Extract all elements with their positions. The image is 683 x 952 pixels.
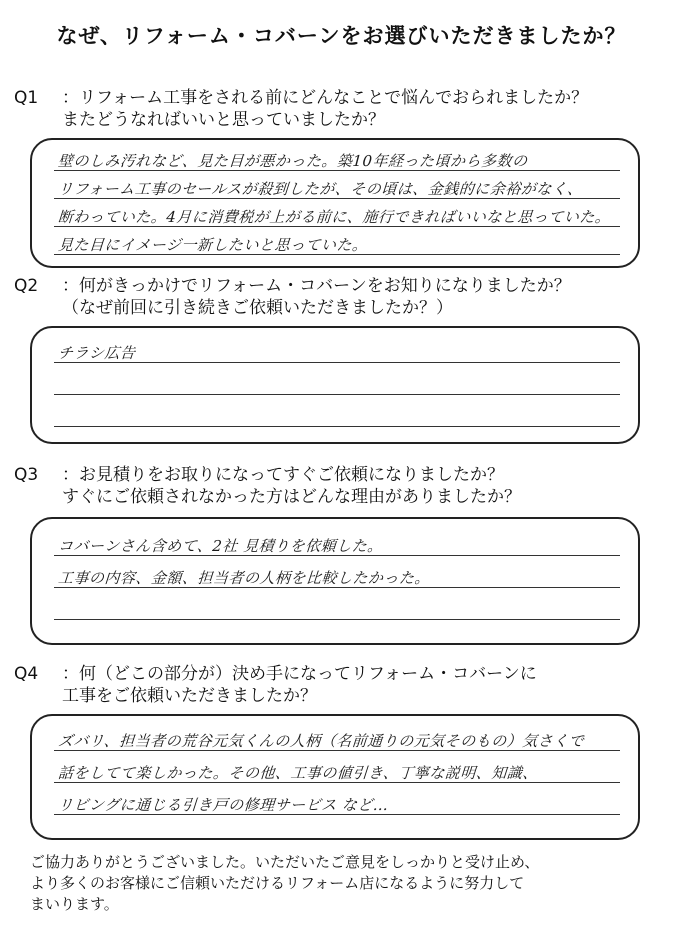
question-text: （なぜ前回に引き続きご依頼いただきましたか？）	[62, 298, 453, 318]
answer-text: 見た目にイメージ一新したいと思っていた。	[57, 236, 369, 254]
question-text: ：何がきっかけでリフォーム・コバーンをお知りになりましたか？	[62, 276, 571, 296]
answer-text: 壁のしみ汚れなど、見た目が悪かった。築10年経った頃から多数の	[57, 152, 529, 170]
question-text: ：お見積りをお取りになってすぐご依頼になりましたか？	[62, 465, 504, 485]
answer-text: チラシ広告	[57, 344, 137, 362]
closing-line: まいります。	[30, 895, 119, 913]
question-4	[14, 663, 537, 707]
question-number: Q1	[14, 88, 39, 108]
answer-box-3[interactable]	[30, 517, 640, 645]
answer-text: コバーンさん含めて、2社 見積りを依頼した。	[57, 537, 384, 555]
answer-text: リフォーム工事のセールスが殺到したが、その頃は、金銭的に余裕がなく、	[57, 180, 584, 198]
answer-box-4[interactable]	[30, 714, 640, 840]
answer-box-1[interactable]	[30, 138, 640, 268]
answer-text: 話をしてて楽しかった。その他、工事の値引き、丁寧な説明、知識、	[57, 764, 539, 782]
question-number: Q4	[14, 664, 39, 684]
question-3	[14, 464, 521, 508]
closing-line: より多くのお客様にご信頼いただけるリフォーム店になるように努力して	[30, 874, 525, 892]
question-text: ：リフォーム工事をされる前にどんなことで悩んでおられましたか？	[62, 88, 589, 108]
question-text: またどうなればいいと思っていましたか？	[62, 110, 385, 130]
question-2	[14, 275, 571, 319]
answer-text: リビングに通じる引き戸の修理サービス など…	[57, 796, 390, 814]
answer-text: ズバリ、担当者の荒谷元気くんの人柄（名前通りの元気そのもの）気さくで	[57, 732, 585, 750]
closing-message	[30, 852, 539, 915]
question-text: すぐにご依頼されなかった方はどんな理由がありましたか？	[62, 487, 521, 507]
ruled-line	[54, 619, 620, 620]
ruled-line	[54, 394, 620, 395]
question-number: Q2	[14, 276, 39, 296]
closing-line: ご協力ありがとうございました。いただいたご意見をしっかりと受け止め、	[30, 853, 540, 871]
question-text: ：何（どこの部分が）決め手になってリフォーム・コバーンに	[62, 664, 537, 684]
answer-text: 工事の内容、金額、担当者の人柄を比較したかった。	[57, 569, 431, 587]
answer-text: 断わっていた。4月に消費税が上がる前に、施行できればいいなと思っていた。	[57, 208, 612, 226]
answer-box-2[interactable]	[30, 326, 640, 444]
question-text: 工事をご依頼いただきましたか？	[62, 686, 317, 706]
ruled-line	[54, 426, 620, 427]
page-title: なぜ、リフォーム・コバーンをお選びいただきましたか？	[56, 24, 627, 48]
question-1	[14, 87, 588, 131]
question-number: Q3	[14, 465, 39, 485]
